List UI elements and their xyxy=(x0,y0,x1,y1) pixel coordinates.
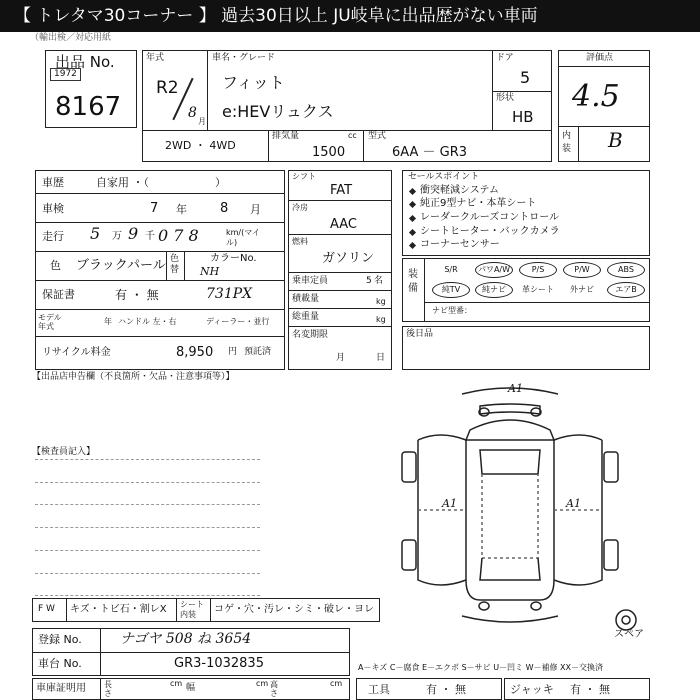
cert-height-unit: cm xyxy=(330,679,343,688)
equip-abs: ABS xyxy=(607,262,645,278)
year-era: R2 xyxy=(156,78,179,98)
warranty-label: 保証書 xyxy=(42,288,75,301)
cert-length-unit: cm xyxy=(170,679,183,688)
drive-text: 2WD ・ 4WD xyxy=(165,139,236,152)
name-change-day: 日 xyxy=(376,353,386,363)
color-value: ブラックパール xyxy=(76,258,166,273)
load-unit: kg xyxy=(376,297,386,306)
recycle-unit: 円 xyxy=(228,347,238,357)
registration-value: ナゴヤ 508 ね 3654 xyxy=(120,631,252,647)
equip-tv: 純TV xyxy=(432,282,470,298)
tools-label: 工具 xyxy=(368,683,390,696)
equip-ps: P/S xyxy=(519,262,557,278)
mileage-unit: km/(マイル) xyxy=(226,228,261,247)
score-label: 評価点 xyxy=(586,53,614,63)
score-value: 4.5 xyxy=(572,79,620,114)
color-code2: 731PX xyxy=(206,286,253,302)
seat-label: シート内装 xyxy=(180,600,204,619)
mileage-man: 5 xyxy=(90,224,101,243)
banner-text: 【 トレタマ30コーナー 】 過去30日以上 JU岐阜に出品歴がない車両 xyxy=(14,6,538,26)
ac-value: AAC xyxy=(330,217,357,232)
mileage-sen-unit: 千 xyxy=(145,231,155,242)
model-name: フィット xyxy=(222,73,285,92)
shape-label: 形状 xyxy=(496,93,515,103)
model-label: 車名・グレード xyxy=(212,53,276,63)
chassis-label: 車台 No. xyxy=(38,657,82,670)
spare-label: スペア xyxy=(614,629,644,640)
recycle-label: リサイクル料金 xyxy=(42,347,111,358)
recycle-value: 8,950 xyxy=(176,345,214,360)
model-grade: e:HEVリュクス xyxy=(222,102,334,121)
interior-label: 内装 xyxy=(562,131,572,154)
damage-legend: A－キズ C－腐食 E－エクボ S－サビ U－凹ミ W－補修 XX－交換済 xyxy=(358,663,604,672)
mileage-label: 走行 xyxy=(42,230,64,243)
ac-label: 冷房 xyxy=(292,203,308,212)
seller-notes-label: 【出品店申告欄（不良箇所・欠品・注意事項等）】 xyxy=(32,372,235,382)
interior-value: B xyxy=(608,128,623,152)
model-code-value: 6AA － GR3 xyxy=(392,145,468,160)
gross-label: 総重量 xyxy=(292,312,320,322)
sales-point-1: 衝突軽減システム xyxy=(420,185,499,196)
shift-label: シフト xyxy=(292,172,316,181)
model-code-label: 型式 xyxy=(368,131,387,141)
doors-label: ドア xyxy=(496,53,514,63)
sales-point-4: シートヒーター・バックカメラ xyxy=(420,226,560,237)
model-year-label: モデル年式 xyxy=(38,313,62,331)
seat-value: コゲ・穴・汚レ・シミ・破レ・ヨレ xyxy=(214,604,374,615)
fw-label: F W xyxy=(38,604,55,614)
inspection-month-unit: 月 xyxy=(250,203,261,216)
nav-model-label: ナビ型番： xyxy=(432,306,472,315)
fuel-value: ガソリン xyxy=(322,251,375,266)
displacement-unit: cc xyxy=(348,131,357,140)
lot-number: 8167 xyxy=(55,92,122,122)
year-month: 8 xyxy=(188,105,197,121)
cert-width: 幅 xyxy=(186,683,196,693)
capacity-value: 5 xyxy=(366,276,372,286)
color-change-label: 色替 xyxy=(170,254,180,275)
recycle-note: 預託済 xyxy=(244,347,272,357)
inspection-label: 車検 xyxy=(42,202,64,215)
header-banner xyxy=(0,0,700,32)
equip-leather: 革シート xyxy=(522,285,554,294)
doors-value: 5 xyxy=(520,68,531,87)
name-change-month: 月 xyxy=(336,353,346,363)
gross-unit: kg xyxy=(376,315,386,324)
equip-extnav: 外ナビ xyxy=(570,285,594,294)
history-label: 車歴 xyxy=(42,176,64,189)
displacement-value: 1500 xyxy=(312,145,346,160)
certificate-label: 車庫証明用 xyxy=(36,683,86,694)
model-year-handle: ハンドル 左・右 xyxy=(118,317,177,326)
sales-point-5: コーナーセンサー xyxy=(420,239,500,250)
color-code-label: カラーNo. xyxy=(210,253,257,264)
capacity-label: 乗車定員 xyxy=(292,276,329,286)
mark-left: A1 xyxy=(442,497,457,510)
sales-point-3: レーダークルーズコントロール xyxy=(420,212,559,223)
car-damage-diagram xyxy=(400,380,660,640)
tools-value: 有 ・ 無 xyxy=(426,683,466,696)
mileage-rest: 0 7 8 xyxy=(158,226,199,245)
model-year-dealer: ディーラー・並行 xyxy=(206,317,270,326)
lot-label: 出品 No. xyxy=(55,53,115,71)
chassis-value: GR3-1032835 xyxy=(174,656,264,671)
equip-airbag: エアB xyxy=(607,282,645,298)
equipment-label: 装備 xyxy=(408,269,418,294)
displacement-label: 排気量 xyxy=(272,131,300,141)
capacity-unit: 名 xyxy=(374,276,384,286)
shape-value: HB xyxy=(512,108,534,126)
sales-points-label: セールスポイント xyxy=(408,172,480,182)
year-month-unit: 月 xyxy=(198,117,206,126)
registration-label: 登録 No. xyxy=(38,633,82,646)
history-value: 自家用 ・（ ） xyxy=(96,176,226,189)
mark-right: A1 xyxy=(566,497,581,510)
mileage-sen: 9 xyxy=(128,224,139,243)
load-label: 積載量 xyxy=(292,294,320,304)
year-label: 年式 xyxy=(146,53,165,63)
equip-aw: パワA/W xyxy=(475,262,513,278)
top-note: （輸出検／対応用紙 xyxy=(30,33,112,43)
equip-sr: S/R xyxy=(444,265,458,274)
inspection-year-unit: 年 xyxy=(176,203,187,216)
equip-nav: 純ナビ xyxy=(475,282,513,298)
inspection-month: 8 xyxy=(220,201,229,216)
fw-value: キズ・トビ石・割レX xyxy=(70,604,167,615)
cert-length: 長さ xyxy=(104,680,112,698)
mileage-man-unit: 万 xyxy=(112,231,122,242)
post-sale-box xyxy=(402,326,650,370)
sales-point-2: 純正9型ナビ・本革シート xyxy=(420,198,537,209)
equip-pw: P/W xyxy=(563,262,601,278)
inspection-year: 7 xyxy=(150,201,159,216)
lot-sub: 1972 xyxy=(50,68,81,81)
warranty-value: 有 ・ 無 xyxy=(115,288,159,302)
model-year-year: 年 xyxy=(104,317,112,326)
mark-front: A1 xyxy=(508,382,523,395)
name-change-label: 名変期限 xyxy=(292,330,329,340)
jack-label: ジャッキ xyxy=(510,683,554,696)
cert-height: 高さ xyxy=(270,680,278,698)
color-code: NH xyxy=(200,265,220,278)
color-label: 色 xyxy=(50,259,61,272)
inspector-notes-label: 【検査員記入】 xyxy=(32,447,96,457)
cert-width-unit: cm xyxy=(256,679,269,688)
jack-value: 有 ・ 無 xyxy=(570,683,610,696)
post-sale-label: 後日品 xyxy=(406,329,434,339)
fuel-label: 燃料 xyxy=(292,237,308,246)
shift-value: FAT xyxy=(330,183,353,198)
